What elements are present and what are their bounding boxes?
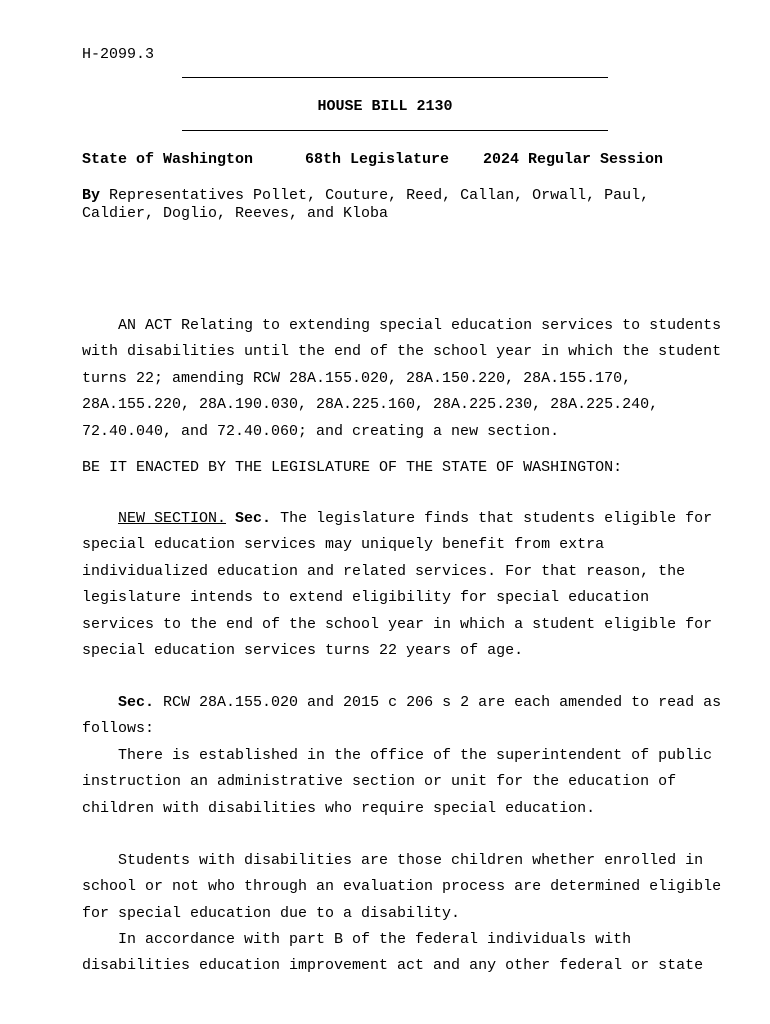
sponsors-names-1: Representatives Pollet, Couture, Reed, Callan, Orwall, Paul, — [109, 187, 650, 204]
new-section-label: NEW SECTION. — [118, 510, 227, 527]
title-rule-bottom — [182, 130, 608, 131]
section-2-intro-text: RCW 28A.155.020 and 2015 c 206 s 2 are each amended to read as follows: — [82, 694, 722, 738]
section-1-sec-label: Sec. — [235, 510, 272, 527]
section-1-text: The legislature finds that students eligible for special education services may uniquely benefit from extra individualized education and related services. For that reason, the legislature intends to extend eligibility for special education services to the end of the school year in which a student eligible for special education services turns 22 years of age. — [82, 510, 713, 660]
section-2-paragraph-2: Students with disabilities are those children whether enrolled in school or not who through an evaluation process are determined eligible for special education due to a disability. — [82, 852, 722, 922]
document-code: H-2099.3 — [82, 46, 155, 63]
section-2-intro — [82, 690, 722, 743]
section-2-paragraph-3: In accordance with part B of the federal individuals with disabilities education improvement act and any other federal or state — [82, 931, 704, 975]
section-2-sec-label: Sec. — [118, 694, 155, 711]
bill-title: HOUSE BILL 2130 — [317, 98, 453, 115]
sponsors-by-label: By — [82, 187, 101, 204]
header-state: State of Washington — [82, 151, 254, 168]
new-section-1 — [82, 506, 722, 664]
section-2-paragraph-1: There is established in the office of the superintendent of public instruction an administrative section or unit for the education of children with disabilities who require special education. — [82, 747, 713, 817]
header-session: 2024 Regular Session — [483, 151, 664, 168]
sponsors-line-2: Caldier, Doglio, Reeves, and Kloba — [82, 205, 389, 222]
header-legislature: 68th Legislature — [305, 151, 450, 168]
sponsors-line-1 — [82, 187, 649, 205]
title-rule-top — [182, 77, 608, 78]
act-title-paragraph: AN ACT Relating to extending special education services to students with disabilities until the end of the school year in which the student turns 22; amending RCW 28A.155.020, 28A.150.220, 28A.155.170, 28A.155.220, 28A.190.030, 28A.225.160, 28A.225.230, 28A.225.240, 72.40.040, and 72.40.060; and creating a new section. — [82, 317, 722, 440]
enacting-clause: BE IT ENACTED BY THE LEGISLATURE OF THE STATE OF WASHINGTON: — [82, 459, 623, 476]
